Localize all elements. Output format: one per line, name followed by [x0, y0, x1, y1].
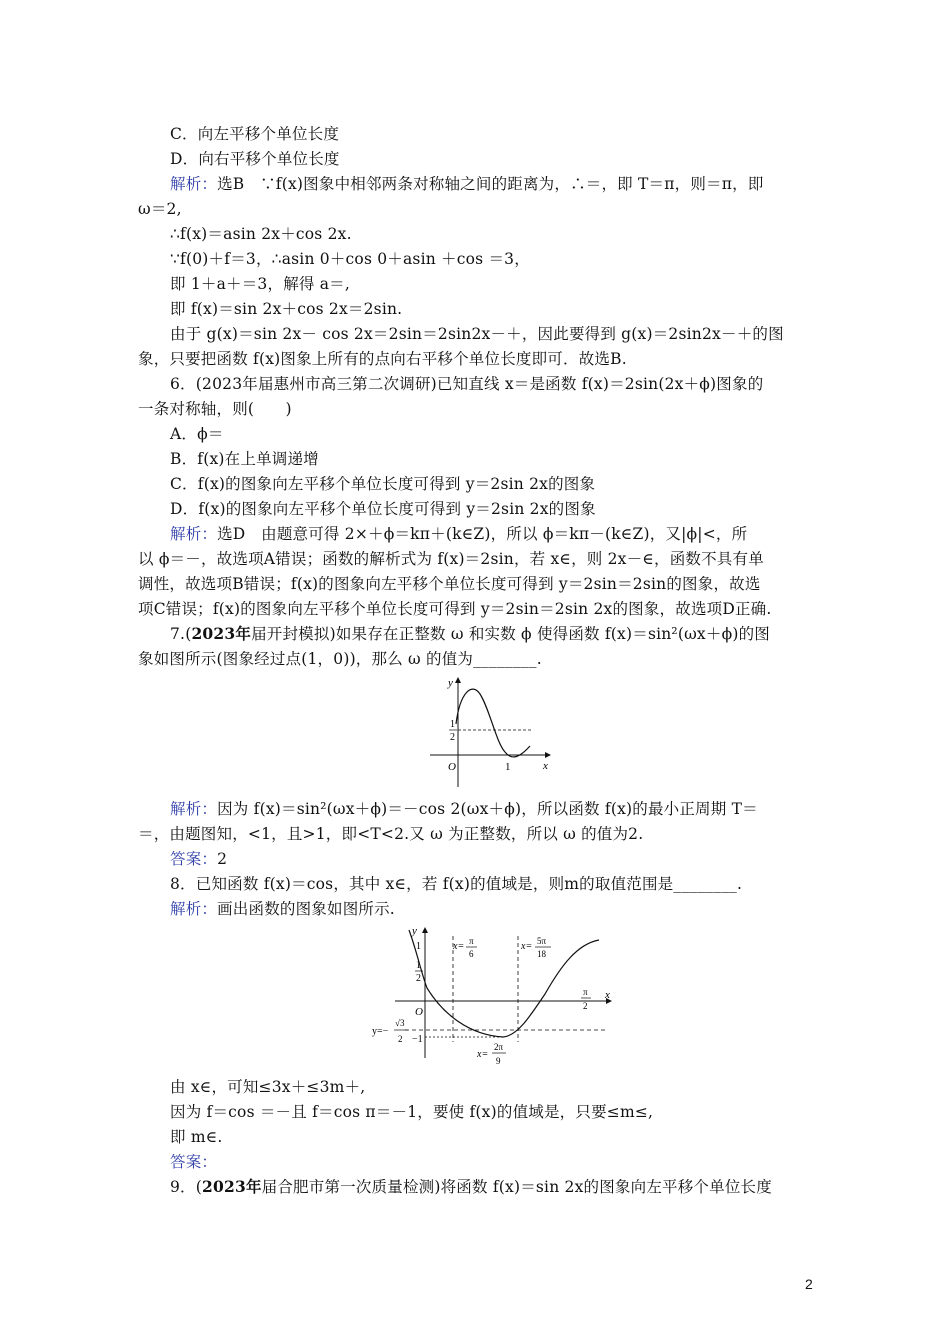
answer-value: 2 — [217, 850, 228, 868]
y-one-label: 1 — [416, 941, 421, 952]
half-numerator: 1 — [416, 960, 421, 971]
analysis-text: 画出函数的图象如图所示. — [217, 900, 395, 918]
page-number: 2 — [805, 1276, 813, 1292]
y-axis-label: y — [412, 925, 417, 937]
text-line: 即 1＋a＋＝3，解得 a＝, — [170, 275, 350, 293]
answer-7 — [170, 849, 227, 869]
text-line: 以 ϕ＝－，故选项A错误；函数的解析式为 f(x)＝2sin，若 x∈，则 2x－∈，函数不具有单 — [138, 550, 764, 568]
line1-denominator: 6 — [469, 949, 474, 959]
sine-squared-graph — [420, 672, 560, 792]
line2-denominator: 18 — [537, 949, 546, 959]
answer-8 — [170, 1152, 217, 1172]
text-line: ∵f(0)＋f＝3，∴asin 0＋cos 0＋asin ＋cos ＝3， — [170, 250, 530, 268]
origin-label: O — [448, 761, 456, 773]
option-a: A．ϕ＝ — [170, 425, 224, 443]
neg-one-label: −1 — [412, 1034, 423, 1045]
half-denominator: 2 — [416, 973, 421, 984]
text-line: ＝，由题图知，<1，且>1，即<T<2.又 ω 为正整数，所以 ω 的值为2. — [138, 825, 644, 843]
sqrt3-line-label: y=− — [372, 1026, 389, 1037]
sqrt3-numerator: √3 — [395, 1018, 405, 1028]
question-7-stem: 7.(2023年届开封模拟)如果存在正整数 ω 和实数 ϕ 使得函数 f(x)＝sin²(ωx＋ϕ)的图 — [170, 624, 770, 643]
option-d-line: D．向右平移个单位长度 — [170, 150, 340, 168]
question-7-stem-cont: 象如图所示(图象经过点(1，0))，那么 ω 的值为________. — [138, 650, 542, 668]
option-d: D．f(x)的图象向左平移个单位长度可得到 y＝2sin 2x的图象 — [170, 500, 596, 518]
text-line: 项C错误；f(x)的图象向左平移个单位长度可得到 y＝2sin＝2sin 2x的图象，故选项D正确. — [138, 600, 772, 618]
x-axis-label: x — [543, 760, 548, 772]
analysis-label: 解析： — [170, 900, 218, 918]
year-bold: 2023年 — [191, 624, 252, 643]
cosine-graph — [365, 922, 620, 1070]
half-numerator: 1 — [450, 719, 455, 730]
line1-label: x= — [453, 941, 465, 952]
x-tick-one: 1 — [505, 761, 511, 773]
analysis-label: 解析： — [170, 525, 218, 543]
min-label: x= — [477, 1049, 489, 1060]
analysis-paragraph-5 — [170, 174, 764, 194]
analysis-label: 解析： — [170, 175, 218, 193]
analysis-paragraph-8 — [170, 899, 395, 919]
analysis-paragraph-6 — [170, 524, 747, 544]
text-line: 即 m∈. — [170, 1128, 223, 1146]
text-line: 由于 g(x)＝sin 2x－ cos 2x＝2sin＝2sin2x－＋，因此要得到 g(x)＝2sin2x－＋的图 — [170, 325, 784, 343]
y-axis-label: y — [448, 677, 453, 689]
analysis-text: 因为 f(x)＝sin²(ωx＋ϕ)＝－cos 2(ωx＋ϕ)，所以函数 f(x)的最小正周期 T＝ — [217, 800, 758, 818]
analysis-label: 解析： — [170, 800, 218, 818]
question-9-stem: 9．(2023年届合肥市第一次质量检测)将函数 f(x)＝sin 2x的图象向左平移个单位长度 — [170, 1177, 772, 1196]
line2-label: x= — [521, 941, 533, 952]
text-line: 象，只要把函数 f(x)图象上所有的点向右平移个单位长度即可．故选B. — [138, 350, 627, 368]
text-line: 调性，故选项B错误；f(x)的图象向左平移个单位长度可得到 y＝2sin＝2sin的图象，故选 — [138, 575, 761, 593]
text-line: 即 f(x)＝sin 2x＋cos 2x＝2sin. — [170, 300, 403, 318]
line1-numerator: π — [469, 936, 474, 946]
analysis-text: 选D 由题意可得 2×＋ϕ＝kπ＋(k∈Z)，所以 ϕ＝kπ－(k∈Z)，又|ϕ|<，所 — [217, 525, 748, 543]
year-bold: 2023年 — [202, 1177, 262, 1196]
analysis-paragraph-7 — [170, 799, 758, 819]
option-b: B．f(x)在上单调递增 — [170, 450, 319, 468]
question-8-stem: 8．已知函数 f(x)＝cos，其中 x∈，若 f(x)的值域是，则m的取值范围是________. — [170, 875, 743, 893]
question-6-stem: 6．(2023年届惠州市高三第二次调研)已知直线 x＝是函数 f(x)＝2sin(2x＋ϕ)图象的 — [170, 375, 764, 393]
pi-half-denominator: 2 — [583, 1001, 588, 1011]
question-6-stem-cont: 一条对称轴，则( ) — [138, 400, 292, 418]
origin-label: O — [415, 1006, 423, 1018]
x-axis-label: x — [605, 989, 610, 1001]
line2-numerator: 5π — [537, 936, 547, 946]
text-line: ∴f(x)＝asin 2x＋cos 2x. — [170, 225, 352, 243]
function-curve — [456, 689, 530, 757]
option-c-line: C．向左平移个单位长度 — [170, 125, 340, 143]
option-c: C．f(x)的图象向左平移个单位长度可得到 y＝2sin 2x的图象 — [170, 475, 596, 493]
text-line: ω＝2, — [138, 200, 182, 218]
function-curve — [409, 930, 599, 1037]
sqrt3-denominator: 2 — [398, 1034, 403, 1044]
pi-half-numerator: π — [583, 987, 588, 997]
analysis-text: 选B ∵f(x)图象中相邻两条对称轴之间的距离为，∴＝，即 T＝π，则＝π，即 — [217, 175, 764, 193]
min-denominator: 9 — [496, 1056, 501, 1066]
answer-label: 答案： — [170, 1153, 218, 1171]
text-line: 因为 f＝cos ＝－且 f＝cos π＝－1，要使 f(x)的值域是，只要≤m≤, — [170, 1103, 654, 1121]
text-line: 由 x∈，可知≤3x＋≤3m＋, — [170, 1078, 366, 1096]
half-denominator: 2 — [450, 732, 455, 743]
min-numerator: 2π — [494, 1042, 504, 1052]
answer-label: 答案： — [170, 850, 218, 868]
